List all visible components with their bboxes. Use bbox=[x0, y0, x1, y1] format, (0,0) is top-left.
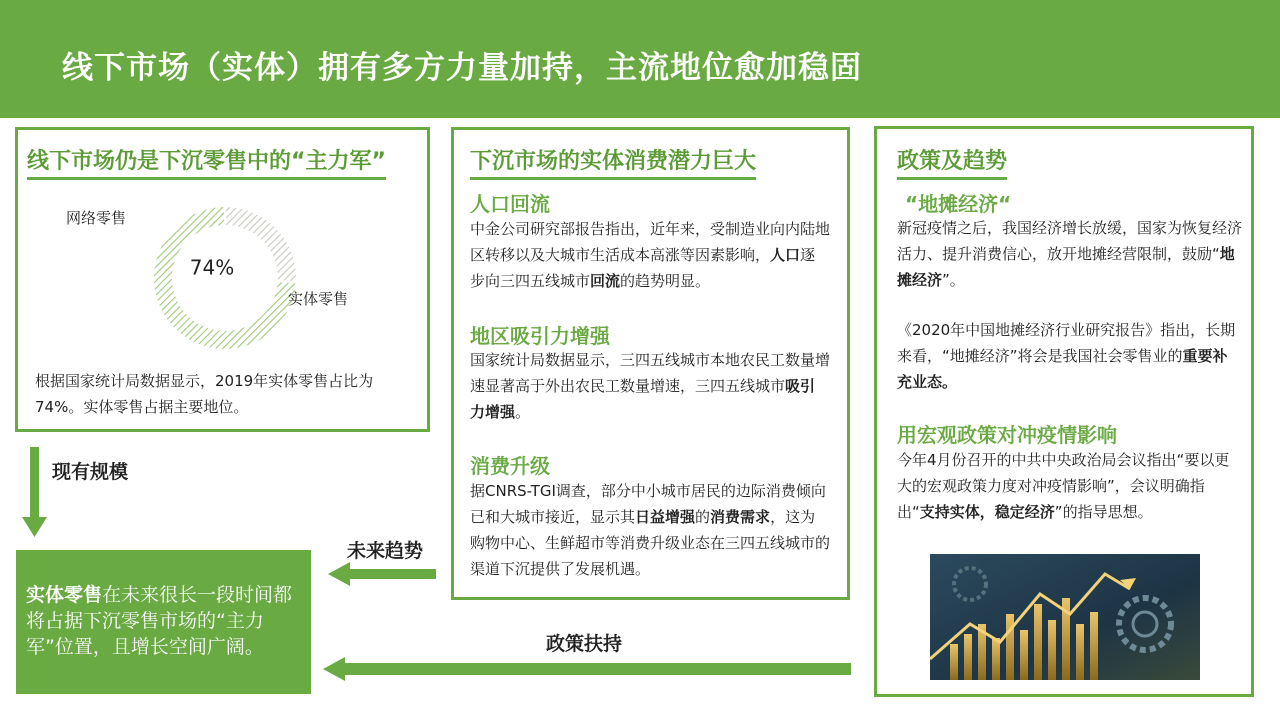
conclusion-box bbox=[16, 550, 311, 694]
section-text-attraction: 国家统计局数据显示，三四五线城市本地农民工数量增速显著高于外出农民工数量增速，三四五线城市吸引力增强。 bbox=[470, 351, 831, 421]
middle-panel-title: 下沉市场的实体消费潜力巨大 bbox=[470, 144, 756, 180]
right-text-street-economy: 新冠疫情之后，我国经济增长放缓，国家为恢复经济活力、提升消费信心，放开地摊经营限制，鼓励“地摊经济”。 bbox=[897, 219, 1243, 289]
conclusion-highlight: 实体零售 bbox=[26, 584, 103, 606]
left-panel-description: 根据国家统计局数据显示，2019年实体零售占比为74%。实体零售占据主要地位。 bbox=[35, 372, 374, 416]
down-arrow-label: 现有规模 bbox=[52, 461, 129, 483]
page-title: 线下市场（实体）拥有多方力量加持，主流地位愈加稳固 bbox=[62, 50, 862, 86]
finance-illustration bbox=[930, 554, 1200, 680]
conclusion-text bbox=[26, 582, 306, 660]
section-text-upgrade: 据CNRS-TGI调查，部分中小城市居民的边际消费倾向已和大城市接近，显示其日益增强的消费需求，这为购物中心、生鲜超市等消费升级业态在三四五线城市的渠道下沉提供了发展机遇。 bbox=[470, 482, 831, 578]
middle-panel bbox=[451, 127, 850, 600]
left-panel-title: 线下市场仍是下沉零售中的“主力军” bbox=[27, 144, 386, 180]
header-bar bbox=[0, 0, 1280, 118]
section-heading-population: 人口回流 bbox=[470, 192, 550, 216]
right-subheading-macro-policy: 用宏观政策对冲疫情影响 bbox=[897, 423, 1117, 447]
down-arrow bbox=[20, 447, 50, 539]
donut-label-online: 网络零售 bbox=[66, 209, 127, 227]
right-subheading-street-economy: “地摊经济“ bbox=[905, 192, 1012, 216]
section-text-population: 中金公司研究部报告指出，近年来，受制造业向内陆地区转移以及大城市生活成本高涨等因素影响，人口逐步向三四五线城市回流的趋势明显。 bbox=[470, 220, 831, 290]
section-heading-upgrade: 消费升级 bbox=[470, 454, 550, 478]
future-trend-label: 未来趋势 bbox=[347, 540, 424, 562]
conclusion-body: 在未来很长一段时间都将占据下沉零售市场的“主力军”位置，且增长空间广阔。 bbox=[26, 584, 293, 658]
policy-support-arrow bbox=[323, 655, 853, 683]
right-text-report: 《2020年中国地摊经济行业研究报告》指出，长期来看，“地摊经济”将会是我国社会零售业的重要补充业态。 bbox=[897, 321, 1236, 391]
donut-slice-online bbox=[225, 206, 297, 283]
left-panel bbox=[15, 127, 430, 432]
policy-support-label: 政策扶持 bbox=[546, 633, 623, 655]
donut-center-label: 74% bbox=[189, 255, 235, 280]
right-text-macro-policy: 今年4月份召开的中共中央政治局会议指出“要以更大的宏观政策力度对冲疫情影响”，会议明确指出“支持实体，稳定经济”的指导思想。 bbox=[897, 451, 1230, 521]
right-panel-title: 政策及趋势 bbox=[897, 144, 1007, 180]
donut-chart bbox=[135, 188, 315, 368]
section-heading-attraction: 地区吸引力增强 bbox=[470, 324, 610, 348]
donut-label-physical: 实体零售 bbox=[288, 290, 349, 308]
future-trend-arrow bbox=[328, 560, 438, 588]
